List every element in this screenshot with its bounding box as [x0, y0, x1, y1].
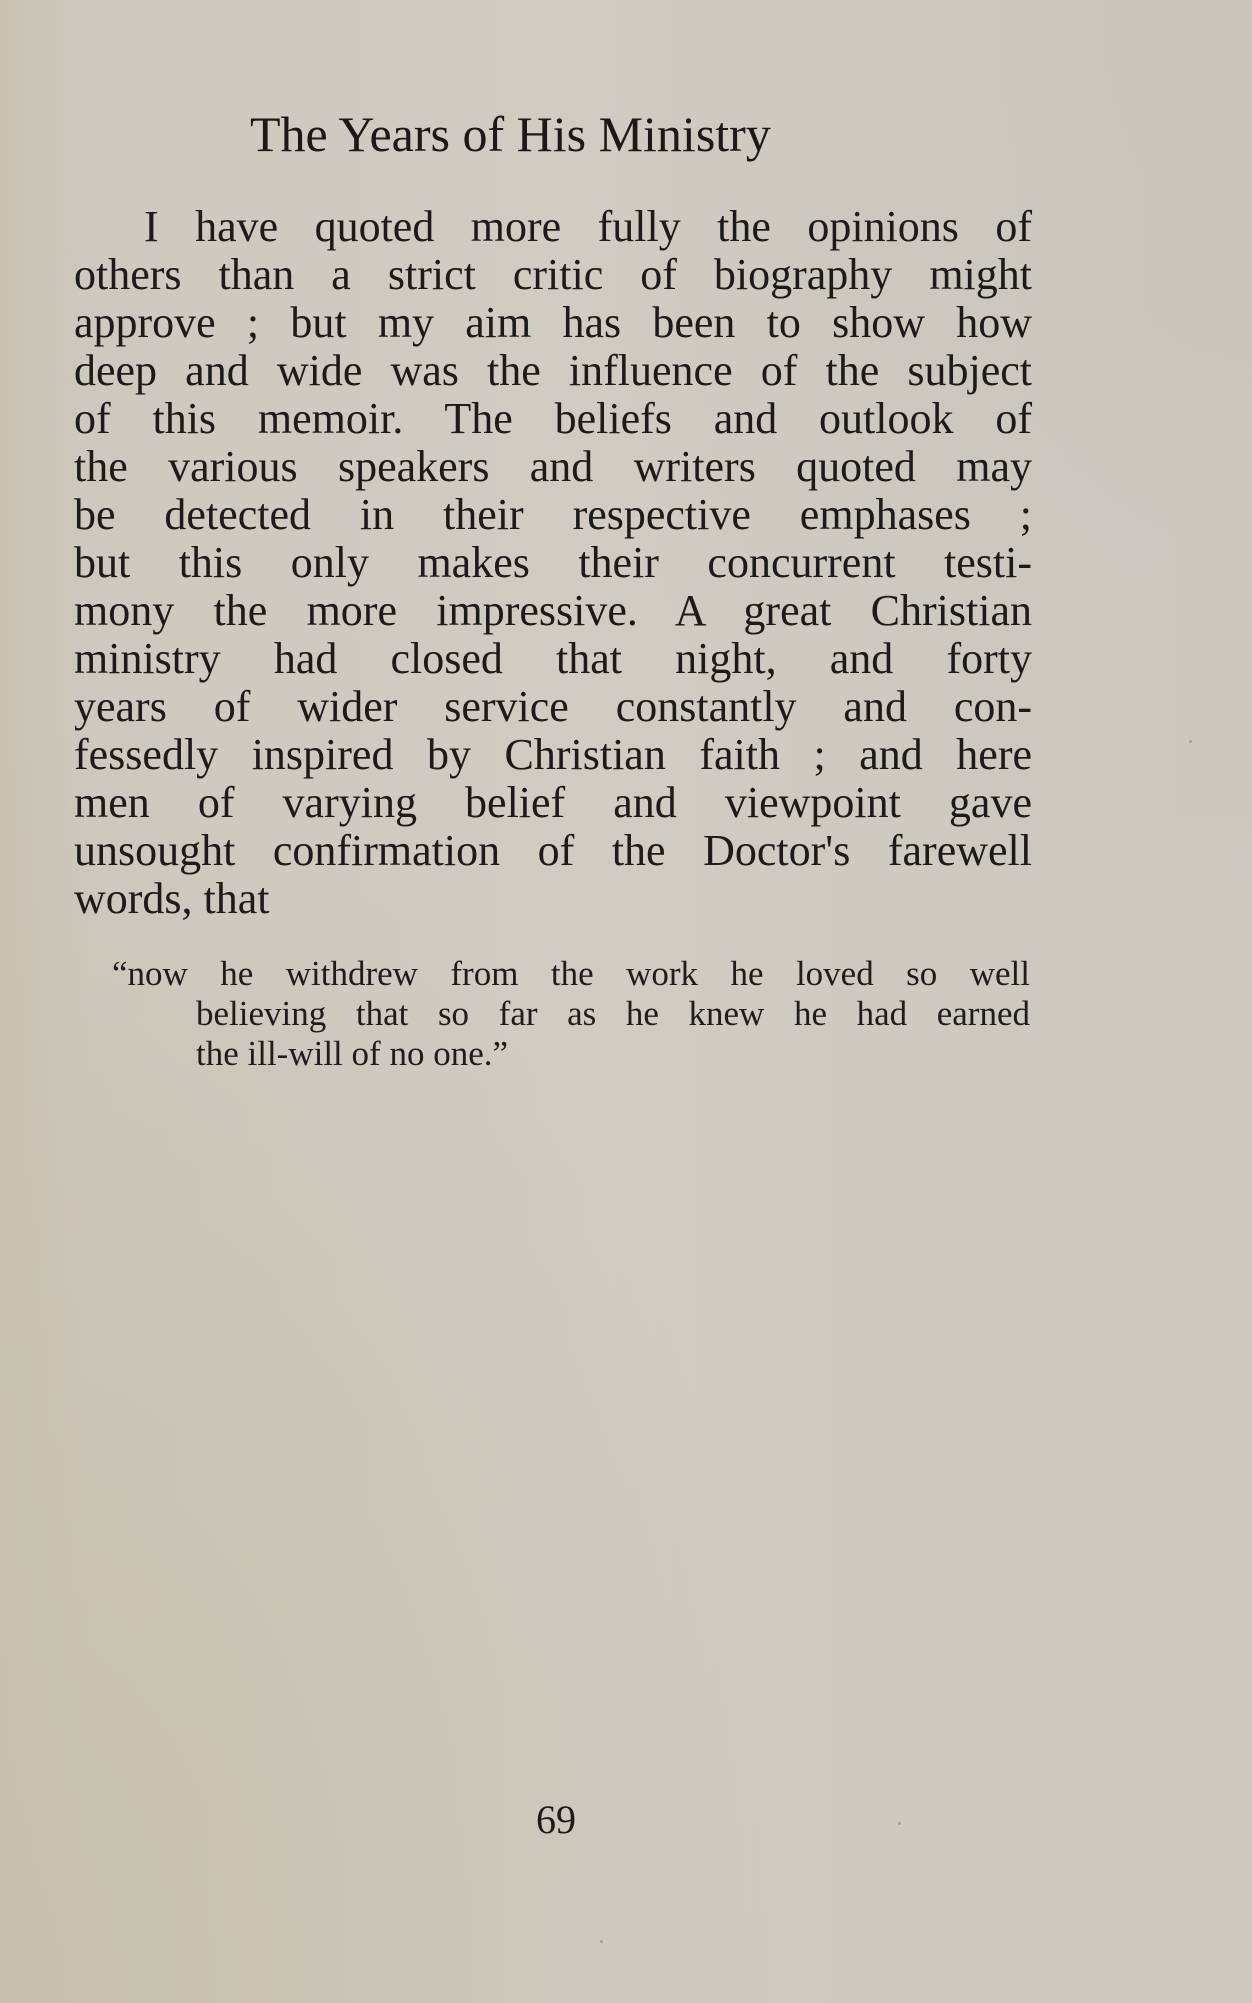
text-line: deep and wide was the influence of the subject	[74, 346, 1032, 395]
text-line: be detected in their respective emphases ;	[74, 490, 1032, 539]
text-line: years of wider service constantly and con-	[74, 682, 1032, 731]
text-line: of this memoir. The beliefs and outlook of	[74, 394, 1032, 443]
paper-speck	[600, 1940, 603, 1943]
text-line: mony the more impressive. A great Christian	[74, 586, 1032, 635]
text-line: but this only makes their concurrent testi-	[74, 538, 1032, 587]
quote-line: believing that so far as he knew he had earned	[196, 994, 1030, 1033]
page-number: 69	[536, 1797, 576, 1842]
text-line: unsought confirmation of the Doctor's farewell	[74, 826, 1032, 875]
text-line: I have quoted more fully the opinions of	[144, 202, 1032, 251]
quote-line: “now he withdrew from the work he loved so well	[112, 954, 1030, 993]
text-line: men of varying belief and viewpoint gave	[74, 778, 1032, 827]
paper-speck	[898, 1822, 901, 1825]
quote-line: the ill-will of no one.”	[196, 1034, 509, 1073]
text-line: others than a strict critic of biography might	[74, 250, 1032, 299]
running-head: The Years of His Ministry	[250, 106, 771, 162]
text-line: fessedly inspired by Christian faith ; and here	[74, 730, 1032, 779]
paper-speck	[1189, 740, 1192, 743]
text-line: ministry had closed that night, and forty	[74, 634, 1032, 683]
text-line: the various speakers and writers quoted may	[74, 442, 1032, 491]
body-paragraph	[74, 203, 1032, 923]
text-line: approve ; but my aim has been to show how	[74, 298, 1032, 347]
text-line: words, that	[74, 874, 270, 923]
block-quote	[112, 954, 1030, 1074]
